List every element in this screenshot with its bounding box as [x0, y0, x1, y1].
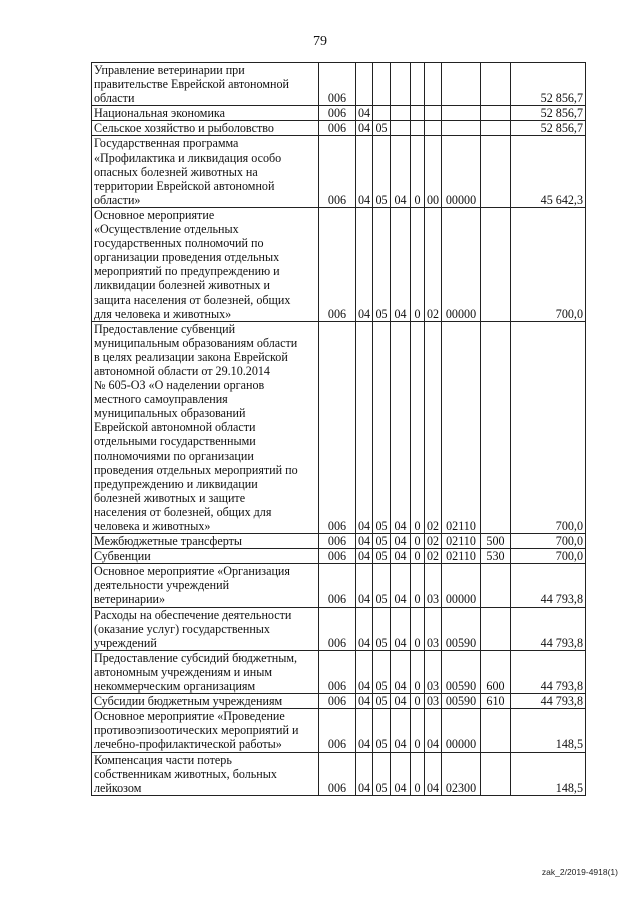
- activity-code-cell: 02: [425, 321, 442, 533]
- expense-type-code-cell: [481, 106, 511, 121]
- subsection-code-cell: [373, 63, 391, 106]
- ministry-code-cell: 006: [319, 136, 356, 207]
- program-code-cell: [391, 63, 411, 106]
- row-name-cell: [92, 564, 319, 607]
- program-code-cell: 04: [391, 564, 411, 607]
- table-row: [92, 121, 586, 136]
- subsection-code-cell: 05: [373, 694, 391, 709]
- activity-code-cell: [425, 63, 442, 106]
- direction-code-cell: 00000: [442, 709, 481, 752]
- subprogram-code-cell: 0: [411, 549, 425, 564]
- row-name-cell: [92, 650, 319, 693]
- section-code-cell: 04: [356, 650, 373, 693]
- amount-cell: 700,0: [511, 549, 586, 564]
- activity-code-cell: 03: [425, 650, 442, 693]
- subsection-code-cell: 05: [373, 549, 391, 564]
- amount-cell: 700,0: [511, 534, 586, 549]
- amount-cell: 44 793,8: [511, 564, 586, 607]
- ministry-code-cell: 006: [319, 121, 356, 136]
- table-row: [92, 63, 586, 106]
- subprogram-code-cell: [411, 106, 425, 121]
- subsection-code-cell: 05: [373, 607, 391, 650]
- table-row: [92, 106, 586, 121]
- row-name-cell: [92, 106, 319, 121]
- budget-table: [91, 62, 586, 796]
- subprogram-code-cell: 0: [411, 534, 425, 549]
- program-code-cell: 04: [391, 321, 411, 533]
- subsection-code-cell: 05: [373, 534, 391, 549]
- section-code-cell: 04: [356, 321, 373, 533]
- subsection-code-cell: 05: [373, 752, 391, 795]
- row-name: Межбюджетные трансферты: [94, 534, 243, 549]
- row-name: Основное мероприятие «Проведение противоэпизоотических мероприятий и лечебно-профилактической работы»: [94, 709, 299, 752]
- section-code-cell: 04: [356, 136, 373, 207]
- subprogram-code-cell: 0: [411, 607, 425, 650]
- row-name-cell: [92, 752, 319, 795]
- program-code-cell: 04: [391, 607, 411, 650]
- direction-code-cell: 00000: [442, 207, 481, 321]
- row-name-cell: [92, 549, 319, 564]
- table-row: [92, 136, 586, 207]
- amount-cell: 44 793,8: [511, 607, 586, 650]
- direction-code-cell: 02300: [442, 752, 481, 795]
- table-row: [92, 694, 586, 709]
- row-name-cell: [92, 607, 319, 650]
- table-row: [92, 650, 586, 693]
- row-name: Предоставление субвенций муниципальным образованиям области в целях реализации закона Еврейской автономной области от 29.10.2014 № 605-ОЗ «О наделении органов местного самоуправления муниципальных образований Еврейской автономной области отдельными государственными полномочиями по организации проведения отдельных мероприятий по предупреждению и ликвидации болезней животных и защите населения от болезней, общих для человека и животных»: [94, 321, 298, 533]
- subsection-code-cell: 05: [373, 709, 391, 752]
- activity-code-cell: 04: [425, 709, 442, 752]
- activity-code-cell: [425, 121, 442, 136]
- amount-cell: 44 793,8: [511, 650, 586, 693]
- direction-code-cell: 02110: [442, 534, 481, 549]
- row-name: Основное мероприятие «Осуществление отдельных государственных полномочий по организации проведения отдельных мероприятий по предупреждению и ликвидации болезней животных и защита населения от болезней, общих для человека и животных»: [94, 207, 291, 321]
- subsection-code-cell: 05: [373, 564, 391, 607]
- direction-code-cell: [442, 106, 481, 121]
- direction-code-cell: 00000: [442, 564, 481, 607]
- program-code-cell: 04: [391, 207, 411, 321]
- subprogram-code-cell: [411, 63, 425, 106]
- direction-code-cell: 00000: [442, 136, 481, 207]
- activity-code-cell: 03: [425, 694, 442, 709]
- amount-cell: 148,5: [511, 709, 586, 752]
- amount-cell: 45 642,3: [511, 136, 586, 207]
- row-name: Субвенции: [94, 549, 151, 564]
- activity-code-cell: 00: [425, 136, 442, 207]
- activity-code-cell: 02: [425, 207, 442, 321]
- amount-cell: 700,0: [511, 321, 586, 533]
- section-code-cell: 04: [356, 106, 373, 121]
- expense-type-code-cell: [481, 752, 511, 795]
- ministry-code-cell: 006: [319, 752, 356, 795]
- row-name-cell: [92, 694, 319, 709]
- subsection-code-cell: 05: [373, 207, 391, 321]
- ministry-code-cell: 006: [319, 549, 356, 564]
- expense-type-code-cell: [481, 607, 511, 650]
- program-code-cell: 04: [391, 752, 411, 795]
- direction-code-cell: 00590: [442, 650, 481, 693]
- program-code-cell: 04: [391, 549, 411, 564]
- row-name: Сельское хозяйство и рыболовство: [94, 121, 274, 136]
- table-row: [92, 607, 586, 650]
- subprogram-code-cell: 0: [411, 694, 425, 709]
- budget-table-body: [92, 63, 586, 796]
- expense-type-code-cell: [481, 121, 511, 136]
- ministry-code-cell: 006: [319, 564, 356, 607]
- program-code-cell: 04: [391, 694, 411, 709]
- direction-code-cell: 02110: [442, 549, 481, 564]
- table-row: [92, 549, 586, 564]
- direction-code-cell: [442, 63, 481, 106]
- table-row: [92, 752, 586, 795]
- row-name-cell: [92, 63, 319, 106]
- ministry-code-cell: 006: [319, 321, 356, 533]
- page-number: 79: [313, 34, 327, 49]
- ministry-code-cell: 006: [319, 534, 356, 549]
- row-name-cell: [92, 534, 319, 549]
- subprogram-code-cell: [411, 121, 425, 136]
- row-name: Субсидии бюджетным учреждениям: [94, 694, 283, 709]
- expense-type-code-cell: 600: [481, 650, 511, 693]
- subsection-code-cell: 05: [373, 650, 391, 693]
- activity-code-cell: 02: [425, 549, 442, 564]
- section-code-cell: 04: [356, 207, 373, 321]
- row-name: Управление ветеринарии при правительстве Еврейской автономной области: [94, 63, 289, 106]
- program-code-cell: 04: [391, 136, 411, 207]
- row-name-cell: [92, 709, 319, 752]
- expense-type-code-cell: 530: [481, 549, 511, 564]
- subsection-code-cell: 05: [373, 321, 391, 533]
- subprogram-code-cell: 0: [411, 752, 425, 795]
- ministry-code-cell: 006: [319, 63, 356, 106]
- row-name-cell: [92, 136, 319, 207]
- amount-cell: 52 856,7: [511, 63, 586, 106]
- direction-code-cell: 00590: [442, 694, 481, 709]
- ministry-code-cell: 006: [319, 207, 356, 321]
- program-code-cell: 04: [391, 650, 411, 693]
- subsection-code-cell: 05: [373, 121, 391, 136]
- table-row: [92, 207, 586, 321]
- subprogram-code-cell: 0: [411, 564, 425, 607]
- expense-type-code-cell: 610: [481, 694, 511, 709]
- amount-cell: 44 793,8: [511, 694, 586, 709]
- direction-code-cell: [442, 121, 481, 136]
- expense-type-code-cell: [481, 136, 511, 207]
- program-code-cell: [391, 121, 411, 136]
- expense-type-code-cell: [481, 564, 511, 607]
- row-name: Основное мероприятие «Организация деятельности учреждений ветеринарии»: [94, 564, 290, 607]
- ministry-code-cell: 006: [319, 106, 356, 121]
- program-code-cell: 04: [391, 709, 411, 752]
- row-name-cell: [92, 207, 319, 321]
- ministry-code-cell: 006: [319, 694, 356, 709]
- table-row: [92, 534, 586, 549]
- expense-type-code-cell: [481, 321, 511, 533]
- subprogram-code-cell: 0: [411, 650, 425, 693]
- row-name-cell: [92, 321, 319, 533]
- activity-code-cell: 02: [425, 534, 442, 549]
- section-code-cell: 04: [356, 564, 373, 607]
- subsection-code-cell: [373, 106, 391, 121]
- row-name: Расходы на обеспечение деятельности (оказание услуг) государственных учреждений: [94, 607, 292, 650]
- activity-code-cell: [425, 106, 442, 121]
- ministry-code-cell: 006: [319, 650, 356, 693]
- program-code-cell: [391, 106, 411, 121]
- section-code-cell: 04: [356, 607, 373, 650]
- section-code-cell: 04: [356, 121, 373, 136]
- document-code: zak_2/2019-4918(1): [541, 867, 618, 877]
- activity-code-cell: 04: [425, 752, 442, 795]
- table-row: [92, 564, 586, 607]
- subprogram-code-cell: 0: [411, 136, 425, 207]
- amount-cell: 52 856,7: [511, 121, 586, 136]
- row-name: Компенсация части потерь собственникам животных, больных лейкозом: [94, 752, 277, 795]
- row-name: Национальная экономика: [94, 106, 225, 121]
- section-code-cell: 04: [356, 709, 373, 752]
- table-row: [92, 321, 586, 533]
- direction-code-cell: 02110: [442, 321, 481, 533]
- expense-type-code-cell: [481, 709, 511, 752]
- row-name: Предоставление субсидий бюджетным, автономным учреждениям и иным некоммерческим организациям: [94, 650, 298, 694]
- expense-type-code-cell: [481, 63, 511, 106]
- subprogram-code-cell: 0: [411, 321, 425, 533]
- section-code-cell: 04: [356, 694, 373, 709]
- subprogram-code-cell: 0: [411, 207, 425, 321]
- activity-code-cell: 03: [425, 607, 442, 650]
- expense-type-code-cell: 500: [481, 534, 511, 549]
- amount-cell: 148,5: [511, 752, 586, 795]
- table-row: [92, 709, 586, 752]
- section-code-cell: 04: [356, 534, 373, 549]
- section-code-cell: [356, 63, 373, 106]
- section-code-cell: 04: [356, 549, 373, 564]
- expense-type-code-cell: [481, 207, 511, 321]
- row-name-cell: [92, 121, 319, 136]
- amount-cell: 52 856,7: [511, 106, 586, 121]
- amount-cell: 700,0: [511, 207, 586, 321]
- ministry-code-cell: 006: [319, 607, 356, 650]
- program-code-cell: 04: [391, 534, 411, 549]
- section-code-cell: 04: [356, 752, 373, 795]
- subsection-code-cell: 05: [373, 136, 391, 207]
- ministry-code-cell: 006: [319, 709, 356, 752]
- direction-code-cell: 00590: [442, 607, 481, 650]
- subprogram-code-cell: 0: [411, 709, 425, 752]
- row-name: Государственная программа «Профилактика и ликвидация особо опасных болезней животных на территории Еврейской автономной области»: [94, 136, 282, 207]
- activity-code-cell: 03: [425, 564, 442, 607]
